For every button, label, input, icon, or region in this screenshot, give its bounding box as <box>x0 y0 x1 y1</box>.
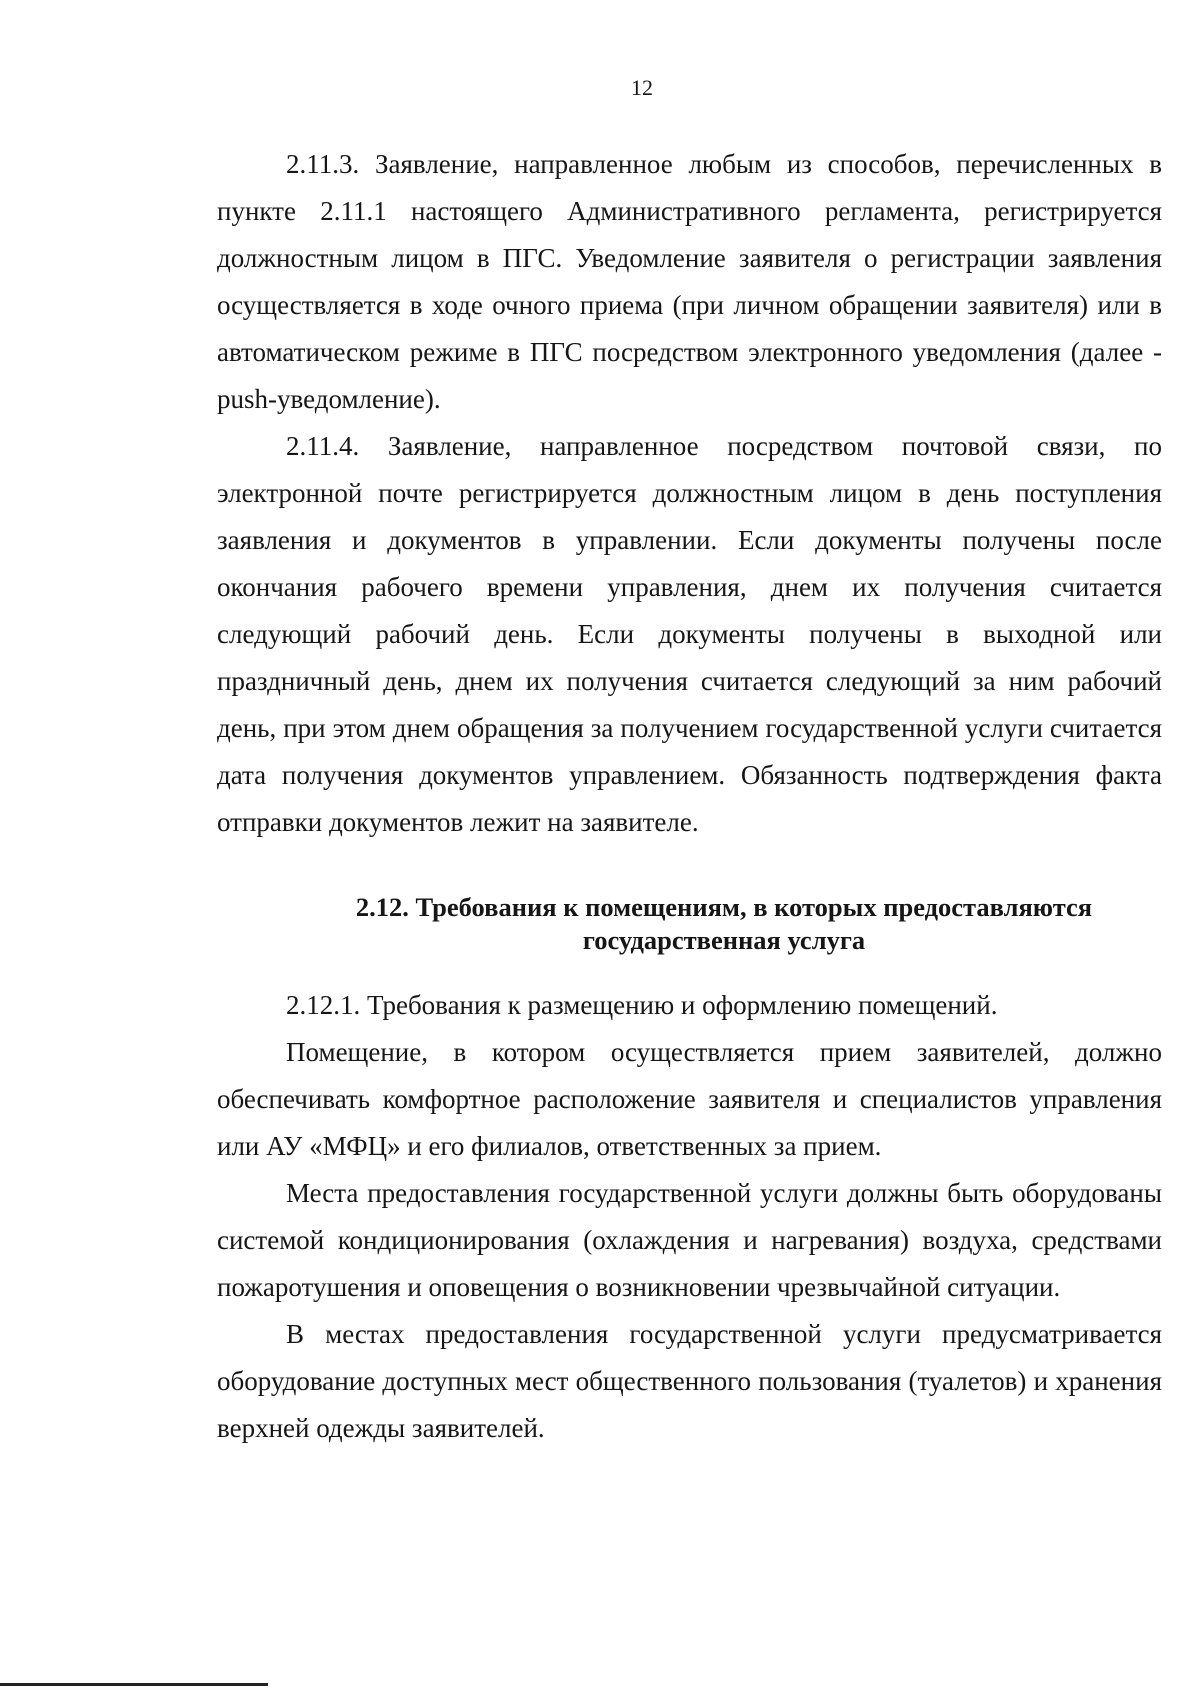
page-number: 12 <box>631 75 653 100</box>
paragraph-2-11-4: 2.11.4. Заявление, направленное посредством почтовой связи, по электронной почте регистрируется должностным лицом в день поступления заявления и документов в управлении. Если документы получены после окончания рабочего времени управления, днем их получения считается следующий рабочий день. Если документы получены в выходной или праздничный день, днем их получения считается следующий за ним рабочий день, при этом днем обращения за получением государственной услуги считается дата получения документов управлением. Обязанность подтверждения факта отправки документов лежит на заявителе. <box>217 431 1162 837</box>
paragraph-2-11-3: 2.11.3. Заявление, направленное любым из способов, перечисленных в пункте 2.11.1 настоящего Административного регламента, регистрируется должностным лицом в ПГС. Уведомление заявителя о регистрации заявления осуществляется в ходе очного приема (при личном обращении заявителя) или в автоматическом режиме в ПГС посредством электронного уведомления (далее - push-уведомление). <box>217 149 1162 414</box>
section-heading-line-1: 2.12. Требования к помещениям, в которых предоставляются <box>355 892 1093 922</box>
footnote-divider <box>0 1683 268 1686</box>
section-heading-line-2: государственная услуга <box>582 925 866 955</box>
paragraph-premises: Помещение, в котором осуществляется прием заявителей, должно обеспечивать комфортное расположение заявителя и специалистов управления или АУ «МФЦ» и его филиалов, ответственных за прием. <box>217 1037 1162 1161</box>
paragraph-equipment: Места предоставления государственной услуги должны быть оборудованы системой кондиционирования (охлаждения и нагревания) воздуха, средствами пожаротушения и оповещения о возникновении чрезвычайной ситуации. <box>217 1178 1162 1302</box>
document-body <box>217 141 1162 1452</box>
paragraph-2-12-1: 2.12.1. Требования к размещению и оформлению помещений. <box>286 990 998 1020</box>
paragraph-facilities: В местах предоставления государственной услуги предусматривается оборудование доступных мест общественного пользования (туалетов) и хранения верхней одежды заявителей. <box>217 1319 1162 1443</box>
section-heading-2-12 <box>217 891 1162 957</box>
